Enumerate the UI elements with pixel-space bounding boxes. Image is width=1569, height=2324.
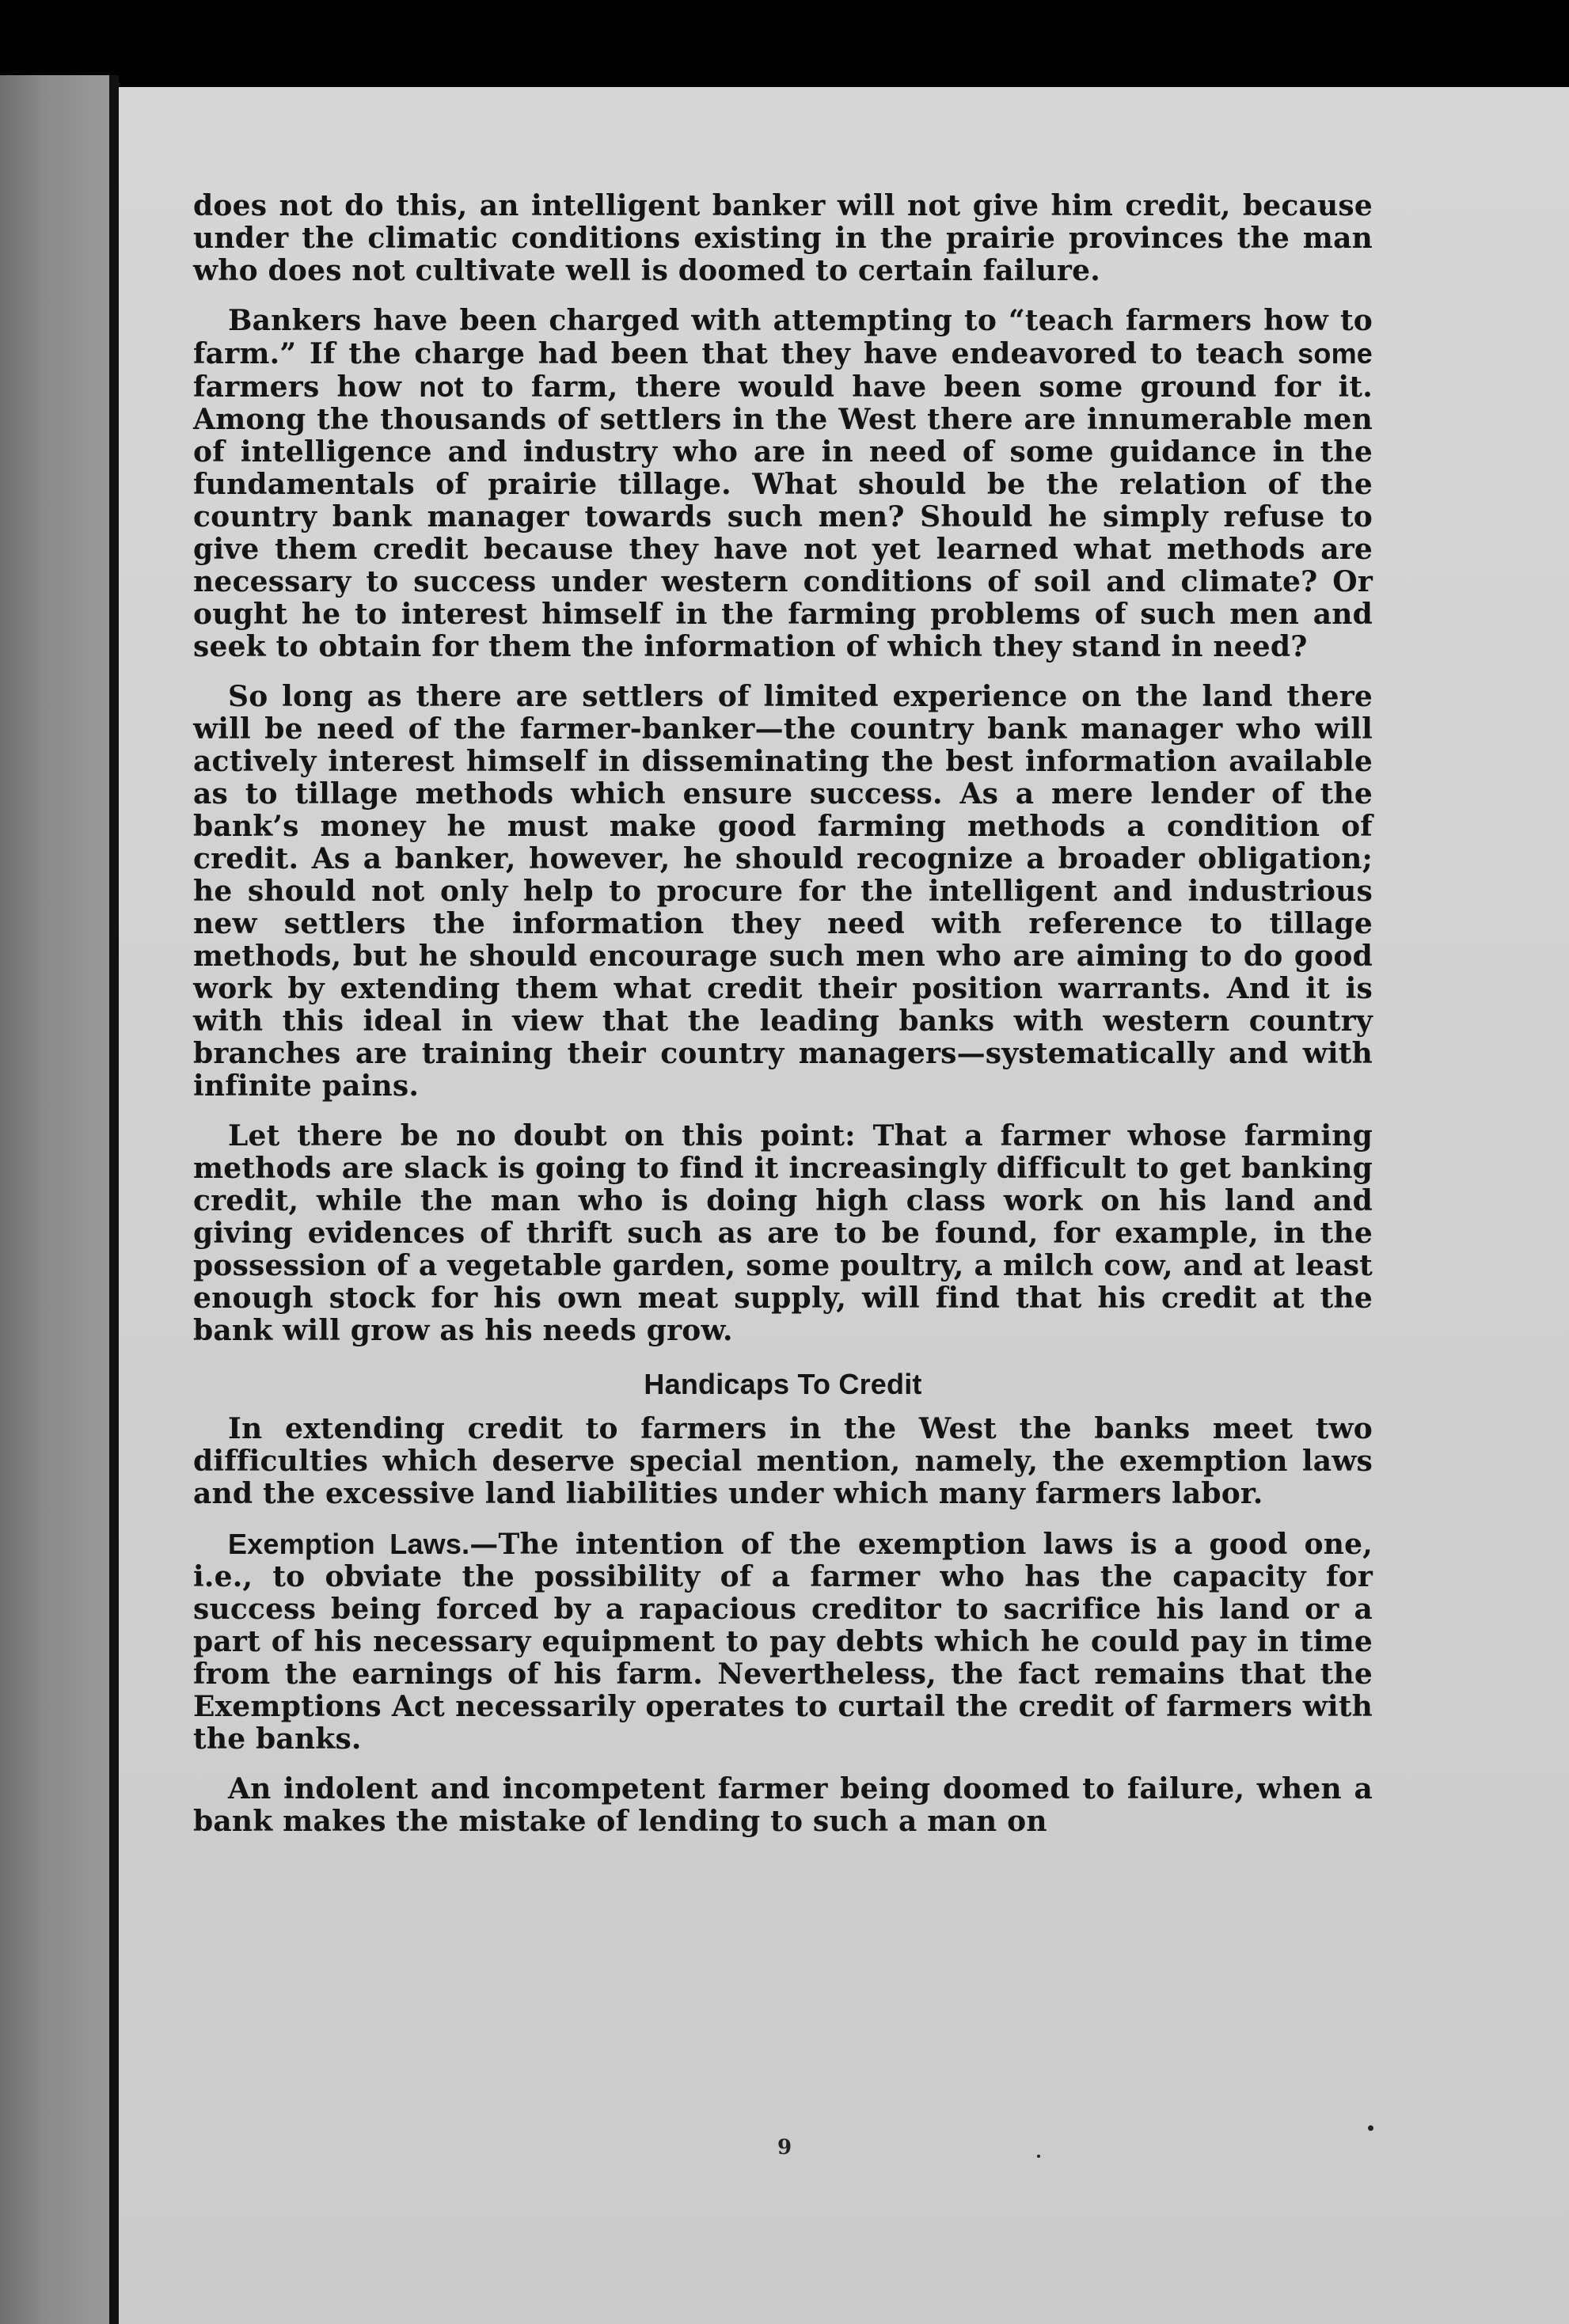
paragraph-farmer-banker: So long as there are settlers of limited experience on the land there will be need of the farmer-banker—the country bank manager who will actively interest himself in disseminating the best information available as to tillage methods which ensure success. As a mere lender of the bank’s money he must make good farming methods a condition of credit. As a banker, however, he should recognize a broader obligation; he should not only help to procure for the intelligent and industrious new settlers the information they need with reference to tillage methods, but he should encourage such men who are aiming to do good work by extending them what credit their position warrants. And it is with this ideal in view that the leading banks with western country branches are training their country managers—systematically and with infinite pains. <box>193 680 1373 1103</box>
emphasis-some: some <box>1297 337 1373 370</box>
paragraph-no-doubt: Let there be no doubt on this point: That a farmer whose farming methods are slack is going to find it increasingly difficult to get banking credit, while the man who is doing high class work on his land and giving evidences of thrift such as are to be found, for example, in the possession of a vegetable garden, some poultry, a milch cow, and at least enough stock for his own meat supply, will find that his credit at the bank will grow as his needs grow. <box>193 1119 1373 1347</box>
paragraph-exemption-laws <box>193 1528 1373 1756</box>
text-run: to farm, there would have been some ground for it. Among the thousands of settlers in the West there are innumerable men of intelligence and industry who are in need of some guidance in the fundamentals of prairie tillage. What should be the relation of the country bank manager towards such men? Should he simply refuse to give them credit because they have not yet learned what methods are necessary to success under western conditions of soil and climate? Or ought he to interest himself in the farming problems of such men and seek to obtain for them the information of which they stand in need? <box>193 370 1373 663</box>
paragraph-bankers-charged <box>193 305 1373 663</box>
text-run: —The intention of the exemption laws is a good one, i.e., to obviate the possibility of a farmer who has the capacity for success being forced by a rapacious creditor to sacrifice his land or a part of his necessary equipment to pay debts which he could pay in time from the earnings of his farm. Nevertheless, the fact remains that the Exemptions Act necessarily operates to curtail the credit of farmers with the banks. <box>193 1528 1373 1756</box>
paragraph-continued: does not do this, an intelligent banker will not give him credit, because under the climatic conditions existing in the prairie provinces the man who does not cultivate well is doomed to certain failure. <box>193 189 1373 287</box>
adjacent-page-edge <box>0 75 109 2324</box>
emphasis-not: not <box>419 370 464 403</box>
scan-speck <box>1368 2125 1373 2131</box>
page-gutter <box>109 75 119 2324</box>
run-in-heading: Exemption Laws. <box>228 1528 470 1560</box>
page-number: 9 <box>777 2136 792 2159</box>
text-run: Bankers have been charged with attempting to “teach farmers how to farm.” If the charge had been that they have endeavored to teach <box>193 304 1373 370</box>
paragraph-extending-credit: In extending credit to farmers in the West the banks meet two difficulties which deserve special mention, namely, the exemption laws and the excessive land liabilities under which many farmers labor. <box>193 1412 1373 1510</box>
body-text <box>193 190 1373 1855</box>
text-run: farmers how <box>193 370 420 404</box>
section-heading: Handicaps To Credit <box>644 1368 922 1400</box>
paragraph-indolent-farmer: An indolent and incompetent farmer being doomed to failure, when a bank makes the mistake of lending to such a man on <box>193 1772 1373 1838</box>
